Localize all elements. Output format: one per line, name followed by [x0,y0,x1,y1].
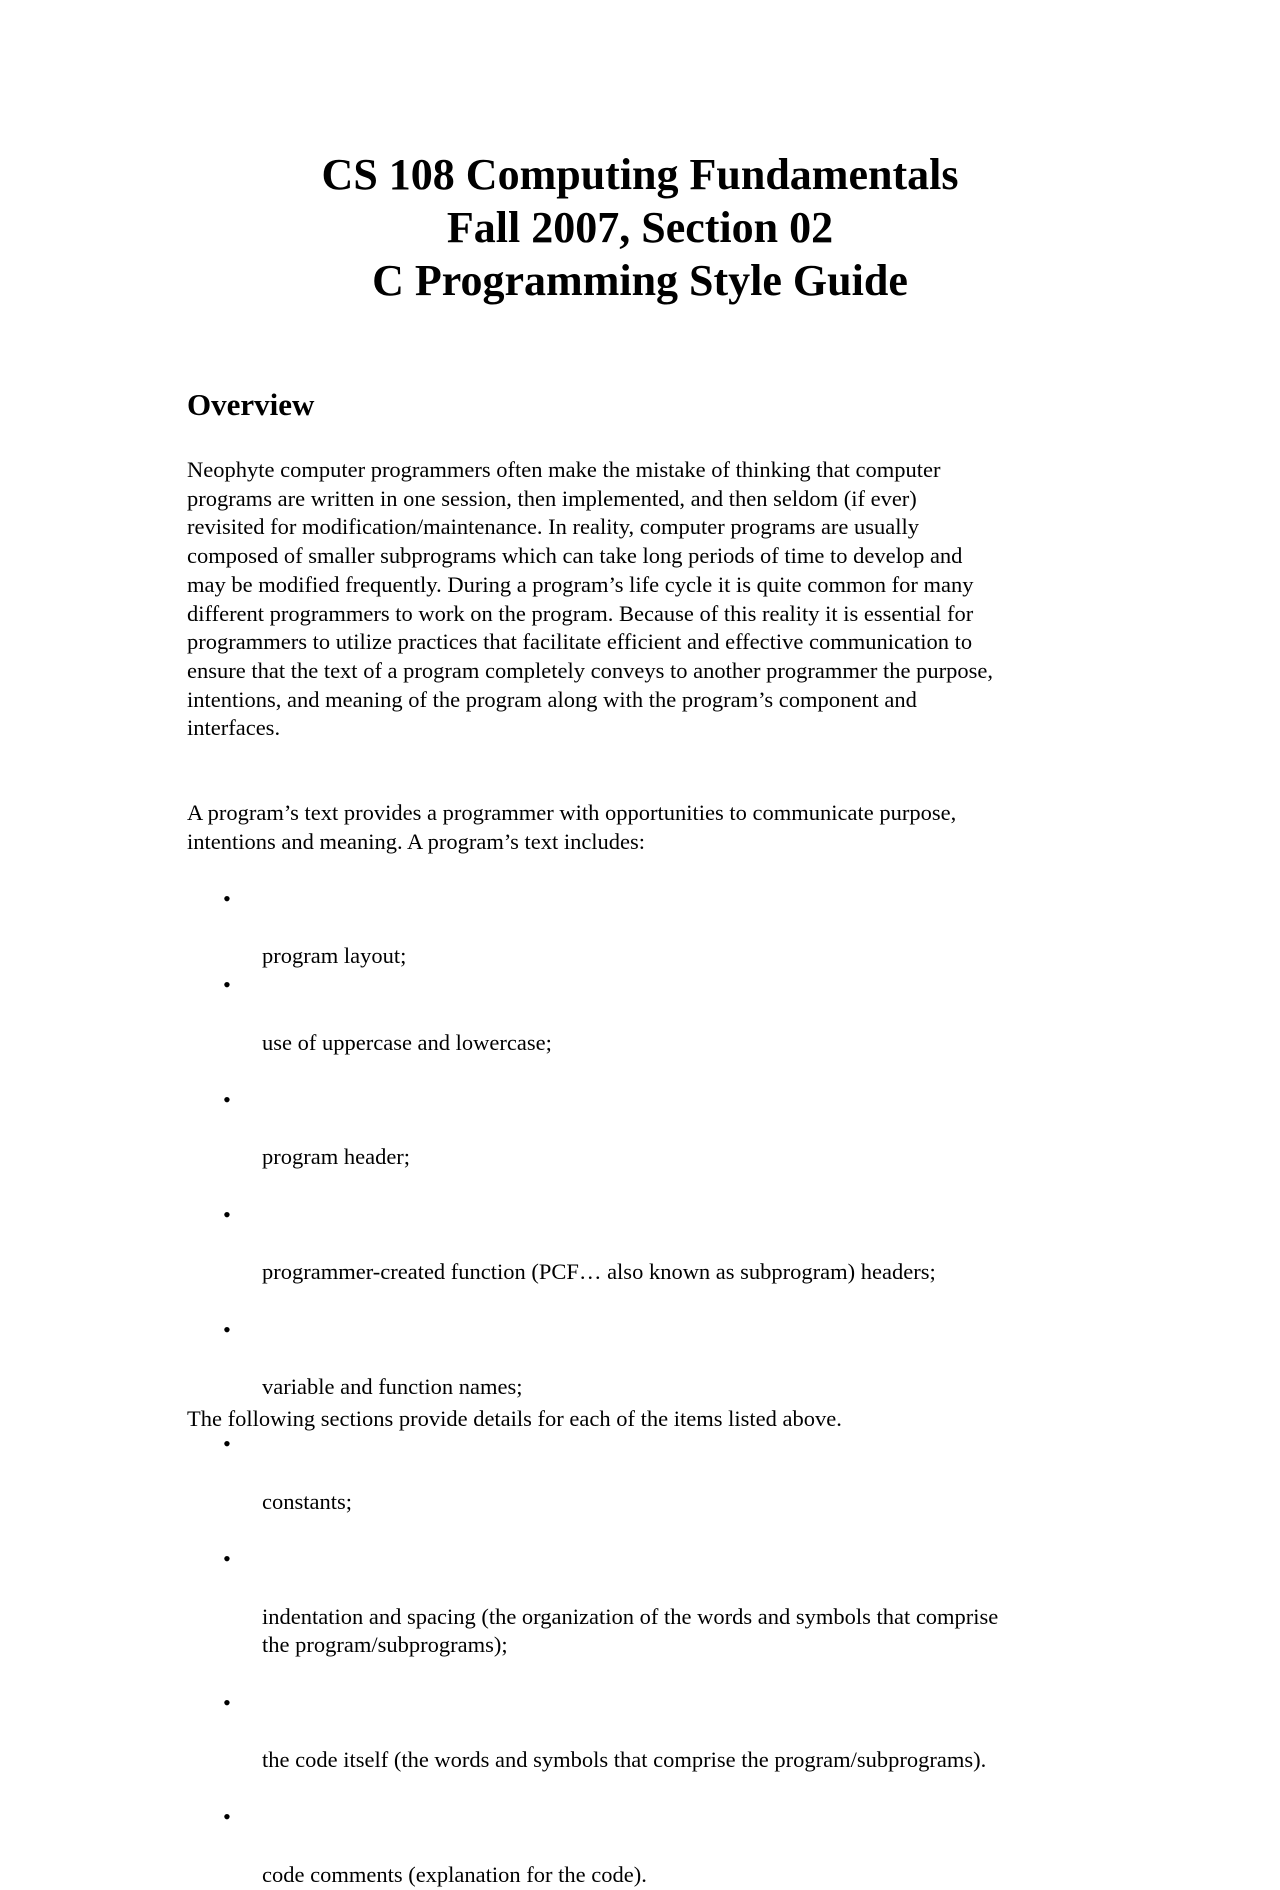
list-item-text: indentation and spacing (the organization of the words and symbols that comprise the program/subprograms); [262,1603,999,1658]
list-item-text: code comments (explanation for the code). [262,1861,647,1887]
bullet-icon: • [223,886,231,911]
document-title [0,148,1280,307]
bullet-icon: • [223,1546,231,1572]
title-course: CS 108 Computing Fundamentals [321,150,959,199]
list-item-text: constants; [262,1488,352,1514]
list-item-text: use of uppercase and lowercase; [262,1029,552,1055]
list-item [187,1430,1087,1516]
overview-closing-paragraph: The following sections provide details for each of the items listed above. [187,1406,842,1431]
list-item [187,885,1087,971]
bullet-icon: • [223,1086,231,1112]
bullet-icon: • [223,1804,231,1830]
list-item-text: variable and function names; [262,1373,523,1399]
list-item-text: programmer-created function (PCF… also known as subprogram) headers; [262,1259,936,1285]
list-item [187,971,1087,1057]
bullet-icon: • [223,1201,231,1227]
bullet-icon: • [223,1316,231,1342]
list-item [187,1086,1087,1172]
title-guide-name: C Programming Style Guide [372,256,908,305]
list-item-text: program layout; [262,943,407,969]
bullet-icon: • [223,1431,231,1457]
list-item-text: the code itself (the words and symbols that comprise the program/subprograms). [262,1747,987,1772]
overview-heading: Overview [187,387,315,422]
list-item [187,1545,1087,1660]
bullet-icon: • [223,1689,231,1715]
list-item [187,1316,1087,1402]
list-item [187,1689,1087,1775]
list-item [187,1201,1087,1287]
title-term: Fall 2007, Section 02 [446,203,834,252]
overview-paragraph-2: A program’s text provides a programmer with opportunities to communicate purpose, intentions and meaning. A program’s text includes: [187,800,957,854]
list-item-text: program header; [262,1144,411,1170]
overview-paragraph-1: Neophyte computer programmers often make the mistake of thinking that computer programs are written in one session, then implemented, and then seldom (if ever) revisited for modification/maintenance. In reality, computer programs are usually composed of smaller subprograms which can take long periods of time to develop and may be modified frequently. During a program’s life cycle it is quite common for many different programmers to work on the program. Because of this reality it is essential for programmers to utilize practices that facilitate efficient and effective communication to ensure that the text of a program completely conveys to another programmer the purpose, intentions, and meaning of the program along with the program’s component and interfaces. [187,457,993,741]
program-text-list [187,885,1087,1890]
bullet-icon: • [223,972,231,998]
list-item [187,1803,1087,1889]
